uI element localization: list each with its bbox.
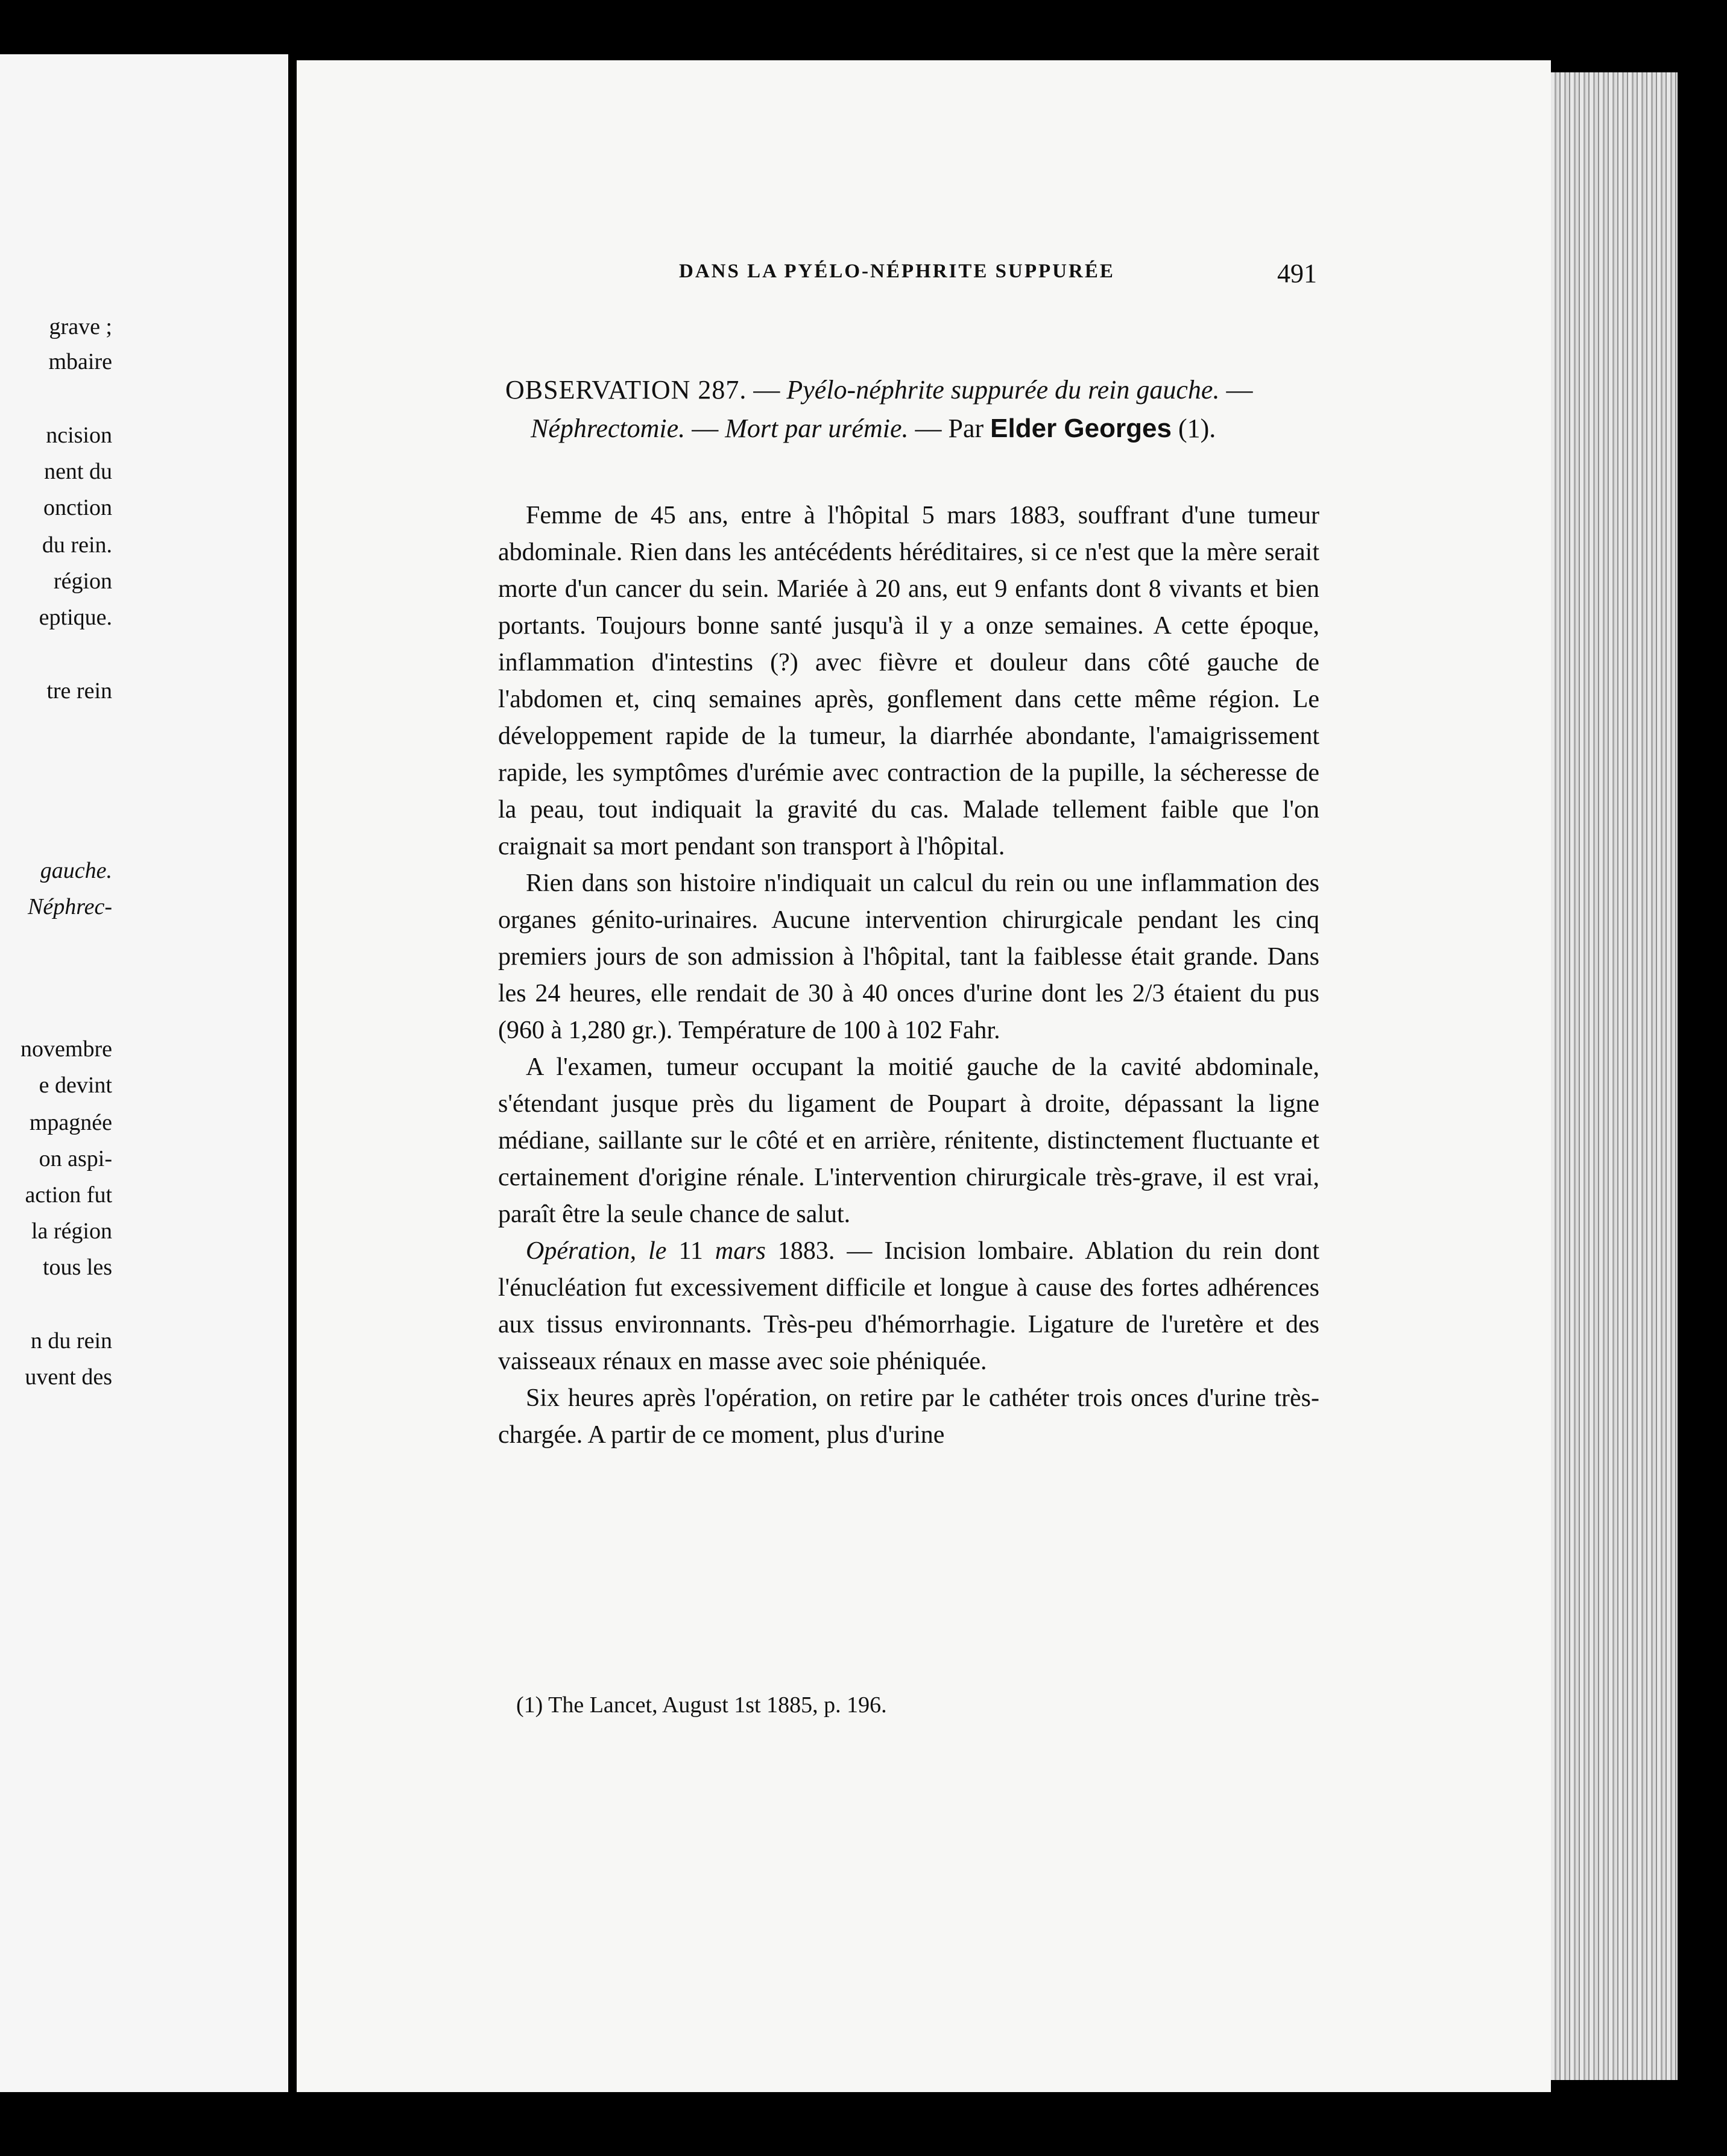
operation-lead: Opération, le xyxy=(526,1237,667,1265)
dash: — xyxy=(753,375,780,405)
running-head: DANS LA PYÉLO-NÉPHRITE SUPPURÉE xyxy=(679,260,1115,282)
left-line: mbaire xyxy=(48,349,112,374)
observation-title-part1: Pyélo-néphrite suppurée du rein gauche. xyxy=(786,375,1220,405)
operation-day: 11 xyxy=(678,1237,703,1265)
left-line: eptique. xyxy=(39,605,112,630)
left-line: grave ; xyxy=(49,314,112,339)
footnote-ref: (1). xyxy=(1178,414,1216,443)
dash: — xyxy=(692,414,719,443)
left-line: nent du xyxy=(44,459,112,484)
left-line: ncision xyxy=(46,423,112,448)
left-line: n du rein xyxy=(30,1328,112,1354)
left-line: tous les xyxy=(42,1255,112,1280)
paragraph: A l'examen, tumeur occupant la moitié gauche de la cavité abdominale, s'étendant jusque près du ligament de Poupart à droite, dépassant la ligne médiane, saillante sur le côté et en arrière, rénitente, distinctement fluctuante et certainement d'origine rénale. L'intervention chirurgicale très-grave, il est vrai, paraît être la seule chance de salut. xyxy=(498,1053,1319,1228)
observation-title xyxy=(505,371,1323,448)
page-number: 491 xyxy=(1277,259,1317,288)
dash: — xyxy=(915,414,942,443)
left-line: on aspi- xyxy=(39,1146,112,1171)
paragraph: Femme de 45 ans, entre à l'hôpital 5 mars 1883, souffrant d'une tumeur abdominale. Rien dans les antécédents héréditaires, si ce n'est que la mère serait morte d'un cancer du sein. Mariée à 20 ans, eut 9 enfants dont 8 vivants et bien portants. Toujours bonne santé jusqu'à il y a onze semaines. A cette époque, inflammation d'intestins (?) avec fièvre et douleur dans côté gauche de l'abdomen et, cinq semaines après, gonflement dans cette même région. Le développement rapide de la tumeur, la diarrhée abondante, l'amaigrissement rapide, les symptômes d'urémie avec contraction de la pupille, la sécheresse de la peau, tout indiquait la gravité du cas. Malade tellement faible que l'on craignait sa mort pendant son transport à l'hôpital. xyxy=(498,502,1319,860)
left-line: gauche. xyxy=(40,858,112,883)
observation-label: OBSERVATION 287. xyxy=(505,375,747,405)
operation-text: 1883. — Incision lombaire. Ablation du rein dont l'énucléation fut excessivement difficile et longue à cause des fortes adhérences aux tissus environnants. Très-peu d'hémorrhagie. Ligature de l'uretère et des vaisseaux rénaux en masse avec soie phéniquée. xyxy=(498,1237,1319,1375)
footnote: (1) The Lancet, August 1st 1885, p. 196. xyxy=(516,1692,887,1718)
left-line: uvent des xyxy=(25,1364,112,1390)
left-line: du rein. xyxy=(42,532,112,558)
page-edges xyxy=(1551,72,1678,2080)
left-line: Néphrec- xyxy=(28,894,112,919)
par-label: Par xyxy=(948,414,984,443)
observation-title-part3: Mort par urémie. xyxy=(725,414,909,443)
paragraph xyxy=(498,1233,1319,1380)
observation-title-part2: Néphrectomie. xyxy=(531,414,686,443)
paragraph: Six heures après l'opération, on retire par le cathéter trois onces d'urine très-chargée. A partir de ce moment, plus d'urine xyxy=(498,1384,1319,1449)
body-text xyxy=(498,497,1319,1454)
book-gutter xyxy=(288,0,297,2156)
dash: — xyxy=(1226,375,1253,405)
left-line: région xyxy=(53,569,112,594)
left-line: la région xyxy=(31,1218,112,1244)
facing-page-left xyxy=(0,54,288,2092)
left-line: novembre xyxy=(21,1036,112,1062)
left-line: onction xyxy=(43,495,112,520)
left-line: mpagnée xyxy=(29,1110,112,1135)
author-name: Elder Georges xyxy=(990,414,1172,443)
left-line: e devint xyxy=(39,1073,112,1098)
paragraph: Rien dans son histoire n'indiquait un calcul du rein ou une inflammation des organes génito-urinaires. Aucune intervention chirurgicale pendant les cinq premiers jours de son admission à l'hôpital, tant la faiblesse était grande. Dans les 24 heures, elle rendait de 30 à 40 onces d'urine dont les 2/3 étaient du pus (960 à 1,280 gr.). Température de 100 à 102 Fahr. xyxy=(498,869,1319,1044)
left-line: tre rein xyxy=(46,678,112,704)
operation-month: mars xyxy=(715,1237,766,1265)
left-line: action fut xyxy=(25,1182,112,1208)
